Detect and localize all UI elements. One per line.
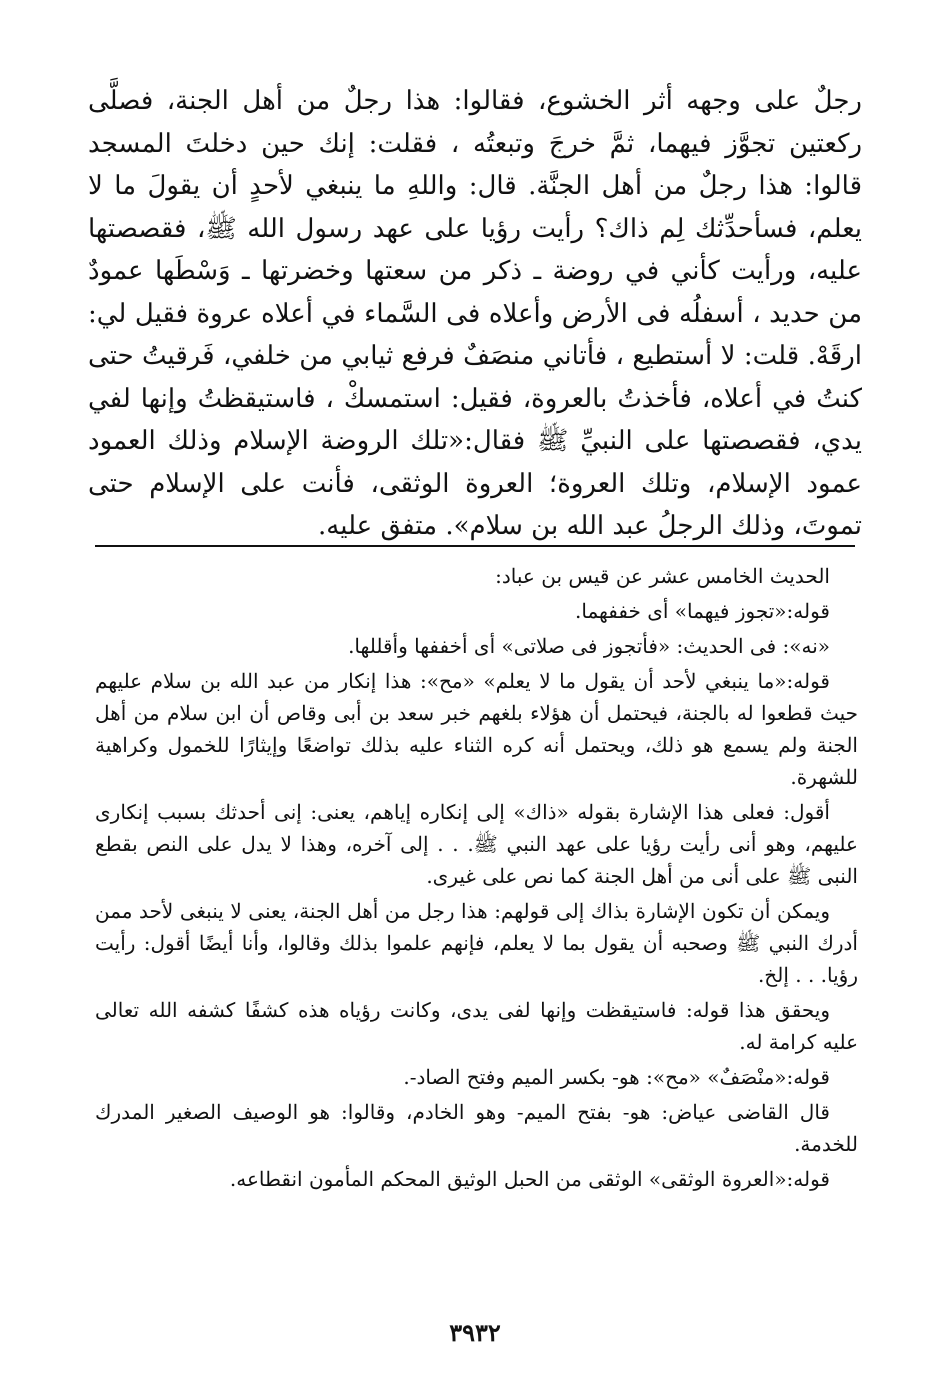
commentary-paragraph: قوله:«منْصَفٌ» «مح»: هو- بكسر الميم وفتح الصاد-. [403, 1065, 830, 1089]
hadith-paragraph: رجلٌ على وجهه أثر الخشوع، فقالوا: هذا رجلٌ من أهل الجنة، فصلَّى ركعتين تجوَّز فيهما، ثمَّ خرجَ وتبعتُه ، فقلت: إنك حين دخلتَ المسجد قالوا: هذا رجلٌ من أهل الجنَّة. قال: واللهِ ما ينبغي لأحدٍ أن يقولَ ما لا يعلم، فسأحدِّثك لِم ذاك؟ رأيت رؤيا على عهد رسول الله ﷺ، فقصصتها عليه، ورأيت كأني في روضة ـ ذكر من سعتها وخضرتها ـ وَسْطَها عمودٌ من حديد ، أسفلُه فى الأرض وأعلاه فى السَّماء في أعلاه عروة فقيل لي: ارقَهْ. قلت: لا أستطيع ، فأتاني منصَفٌ فرفع ثيابي من خلفي، فَرقيتُ حتى كنتُ في أعلاه، فأخذتُ بالعروة، فقيل: استمسكْ ، فاستيقظتُ وإنها لفي يدي، فقصصتها على النبيِّ ﷺ فقال:«تلك الروضة الإسلام وذلك العمود عمود الإسلام، وتلك العروة؛ العروة الوثقى، فأنت على الإسلام حتى تموتَ، وذلك الرجلُ عبد الله بن سلام». متفق عليه. [88, 86, 862, 541]
hadith-text [88, 80, 862, 548]
commentary-paragraph: قوله:«تجوز فيهما» أى خففهما. [575, 599, 830, 623]
commentary-paragraph: قال القاضى عياض: هو- بفتح الميم- وهو الخادم، وقالوا: هو الوصيف الصغير المدرك للخدمة. [95, 1100, 858, 1156]
commentary-paragraph: «نه»: فى الحديث: «فأتجوز فى صلاتى» أى أخففها وأقللها. [348, 634, 830, 658]
commentary-paragraph: أقول: فعلى هذا الإشارة بقوله «ذاك» إلى إنكاره إياهم، يعنى: إنى أحدثك بسبب إنكارى عليهم، وهو أنى رأيت رؤيا على عهد النبي ﷺ. . . إلى آخره، وهذا لا يدل على النص بقطع النبى ﷺ على أنى من أهل الجنة كما نص على غيرى. [95, 800, 858, 888]
page-number: ٣٩٣٢ [449, 1318, 501, 1347]
commentary-paragraph: قوله:«العروة الوثقى» الوثقى من الحبل الوثيق المحكم المأمون انقطاعه. [229, 1167, 830, 1191]
commentary-paragraph: ويمكن أن تكون الإشارة بذاك إلى قولهم: هذا رجل من أهل الجنة، يعنى لا ينبغى لأحد ممن أدرك النبي ﷺ وصحبه أن يقول بما لا يعلم، فإنهم علموا بذلك وقالوا، وأنا أيضًا أقول: رأيت رؤيا. . . إلخ. [95, 899, 858, 987]
commentary-section [95, 560, 858, 1198]
commentary-paragraph: ويحقق هذا قوله: فاستيقظت وإنها لفى يدى، وكانت رؤياه هذه كشفًا كشفه الله تعالى عليه كرامة له. [95, 998, 858, 1054]
footnote-divider [95, 545, 855, 547]
commentary-heading: الحديث الخامس عشر عن قيس بن عباد: [495, 564, 830, 588]
commentary-paragraph: قوله:«ما ينبغي لأحد أن يقول ما لا يعلم» «مح»: هذا إنكار من عبد الله بن سلام عليهم حيث قطعوا له بالجنة، فيحتمل أن هؤلاء بلغهم خبر سعد بن أبى وقاص أن ابن سلام من أهل الجنة ولم يسمع هو ذلك، ويحتمل أنه كره الثناء عليه بذلك تواضعًا وإيثارًا للخمول وكراهية للشهرة. [95, 669, 858, 789]
